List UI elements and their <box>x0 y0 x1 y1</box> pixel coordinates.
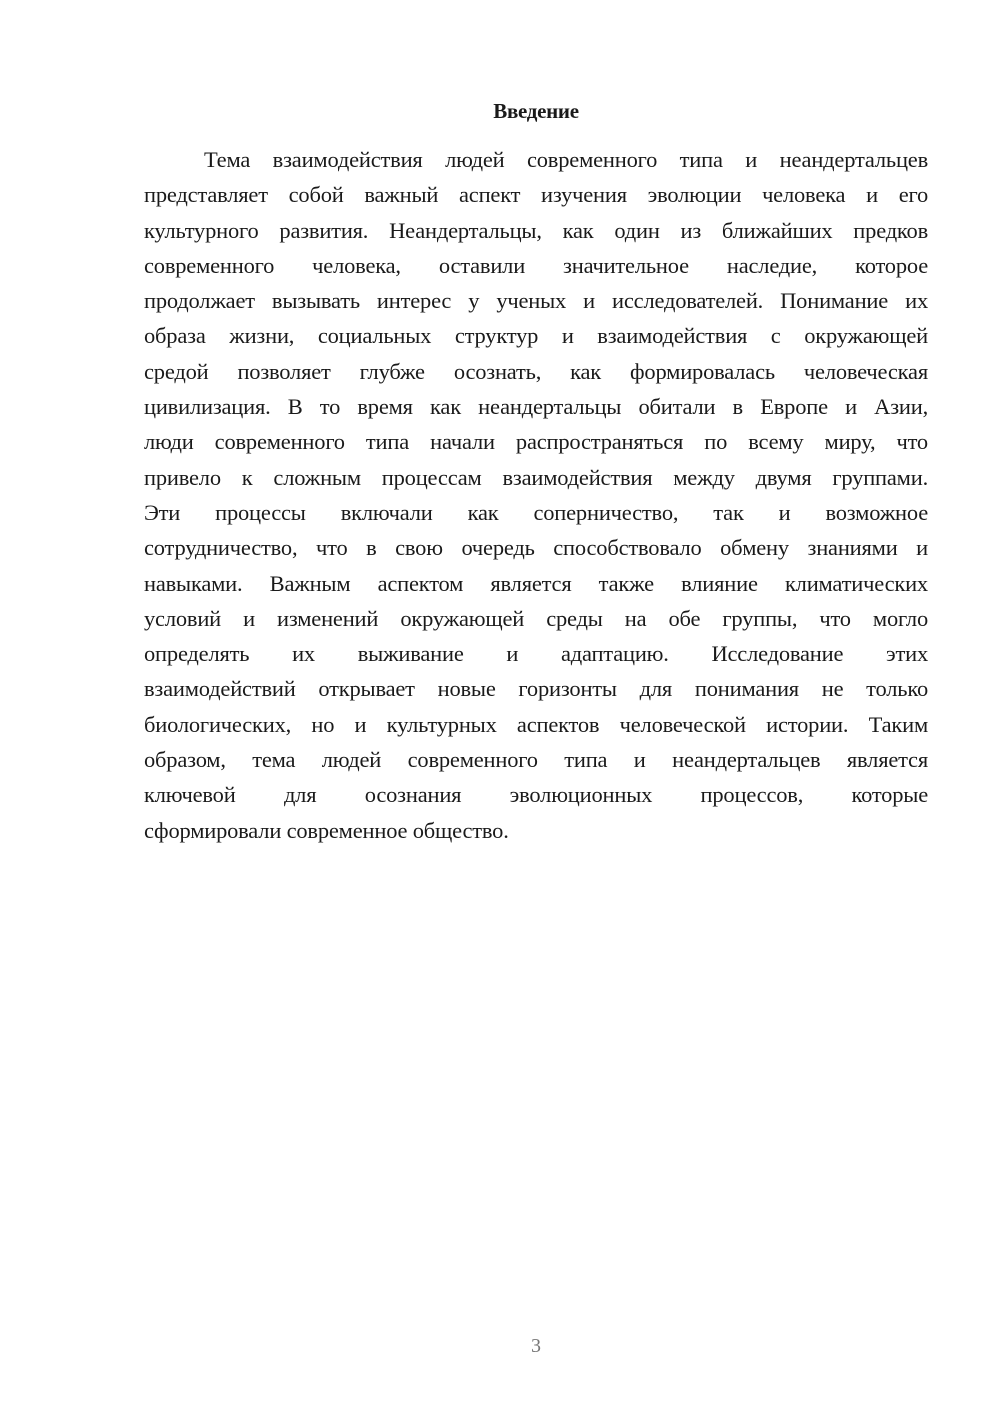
intro-paragraph <box>144 142 928 848</box>
paragraph-line: условий и изменений окружающей среды на обе группы, что могло <box>144 605 928 631</box>
section-title: Введение <box>493 99 579 123</box>
paragraph-line: продолжает вызывать интерес у ученых и исследователей. Понимание их <box>144 288 928 314</box>
paragraph-line: привело к сложным процессам взаимодействия между двумя группами. <box>144 464 928 490</box>
paragraph-line: образом, тема людей современного типа и неандертальцев является <box>144 747 928 773</box>
paragraph-line: люди современного типа начали распространяться по всему миру, что <box>144 429 928 455</box>
paragraph-line: образа жизни, социальных структур и взаимодействия с окружающей <box>144 323 928 349</box>
paragraph-line: сформировали современное общество. <box>144 817 509 843</box>
paragraph-line: современного человека, оставили значительное наследие, которое <box>144 252 928 278</box>
paragraph-line: Эти процессы включали как соперничество, так и возможное <box>144 499 928 525</box>
paragraph-line: средой позволяет глубже осознать, как формировалась человеческая <box>144 358 928 384</box>
paragraph-line: сотрудничество, что в свою очередь способствовало обмену знаниями и <box>144 535 928 561</box>
paragraph-line: биологических, но и культурных аспектов человеческой истории. Таким <box>144 711 928 737</box>
paragraph-line: культурного развития. Неандертальцы, как один из ближайших предков <box>144 217 928 243</box>
paragraph-line: ключевой для осознания эволюционных процессов, которые <box>144 782 928 808</box>
paragraph-line: Тема взаимодействия людей современного типа и неандертальцев <box>204 147 928 172</box>
page-number: 3 <box>531 1335 541 1357</box>
paragraph-line: цивилизация. В то время как неандертальцы обитали в Европе и Азии, <box>144 394 928 420</box>
paragraph-line: определять их выживание и адаптацию. Исследование этих <box>144 641 928 667</box>
paragraph-line: взаимодействий открывает новые горизонты для понимания не только <box>144 676 928 702</box>
paragraph-line: представляет собой важный аспект изучения эволюции человека и его <box>144 182 928 208</box>
paragraph-line: навыками. Важным аспектом является также влияние климатических <box>144 570 928 596</box>
